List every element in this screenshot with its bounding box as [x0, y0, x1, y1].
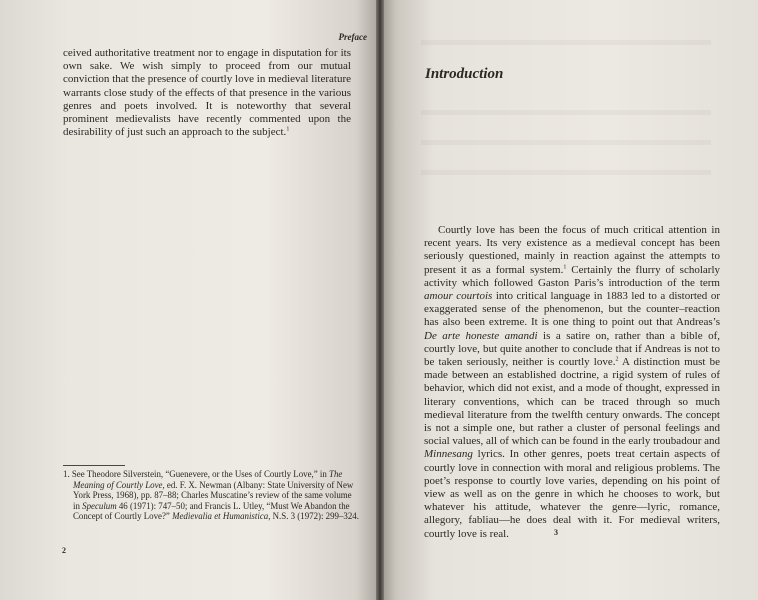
footnote-marker: 1 — [563, 263, 567, 270]
footnote-marker: 1 — [286, 126, 290, 133]
italic-title: Speculum — [82, 500, 117, 511]
italic-title: amour courtois — [424, 290, 493, 303]
show-through — [421, 110, 711, 115]
preface-paragraph: ceived authoritative treatment nor to engage in disputation for its own sake. We wish simply to proceed from our mutual conviction that the presence of courtly love in medieval literature warrants close study of the effects of that presence in the various genres and poets involved. It is noteworthy that several prominent medievalists have recently commented upon the desirability of just such an approach to the subject.$^1$ — [63, 47, 351, 139]
show-through — [421, 40, 711, 45]
page-number: 3 — [554, 528, 558, 537]
introduction-paragraph: Courtly love has been the focus of much critical attention in recent years. Its very existence as a medieval concept has been seriously questioned, mainly in reaction against the attempts to present it as a formal system.$^1$ Certainly the flurry of scholarly activity which followed Gaston Paris’s introduction of the term amour courtois into critical language in 1883 led to a distorted or exaggerated sense of the phenomenon, but the counter–reaction has also been extreme. It is one thing to point out that Andreas’s De arte honeste amandi is a satire on, rather than a bible of, courtly love, but quite another to conclude that if Andreas is not to be taken seriously, neither is courtly love.$^2$ A distinction must be made between an established doctrine, a rigid system of rules of behavior, which did not exist, and a mode of thought, expressed in literary conventions, which can be traced through so much medieval literature from the twelfth century onwards. The concept is not a simple one, but rather a cluster of personal feelings and social values, all of which can be found in the early troubadour and Minnesang lyrics. In other genres, poets treat certain aspects of courtly love in connection with moral and religious problems. The poet’s response to courtly love varies, depending on his point of view as well as on the genre in which he chooses to work, but whatever his attitude, whatever the genre—lyric, romance, allegory, fabliau—he does deal with it. For medieval writers, courtly love is real. — [424, 224, 720, 540]
show-through — [421, 140, 711, 145]
page-number: 2 — [62, 546, 66, 555]
running-head: Preface — [338, 32, 367, 42]
show-through — [421, 170, 711, 175]
italic-title: Minnesang — [424, 448, 473, 461]
chapter-title: Introduction — [425, 66, 504, 82]
italic-title: Medievalia et Humanistica — [172, 511, 269, 522]
footnote-rule — [63, 465, 125, 466]
footnote: 1. See Theodore Silverstein, “Guenevere, or the Uses of Courtly Love,” in The Meaning of Courtly Love, ed. F. X. Newman (Albany: State University of New York Press, 1968), pp. 87–88; Charles Muscatine’s review of the same volume in Speculum 46 (1971): 747–50; and Francis L. Utley, “Must We Abandon the Concept of Courtly Love?” Medievalia et Humanistica, N.S. 3 (1972): 299–324. — [63, 469, 359, 522]
right-page — [381, 0, 758, 600]
italic-title: The Meaning of Courtly Love — [73, 469, 343, 490]
book-gutter — [376, 0, 384, 600]
italic-title: De arte honeste amandi — [424, 329, 538, 342]
footnote-marker: 2 — [615, 356, 619, 363]
